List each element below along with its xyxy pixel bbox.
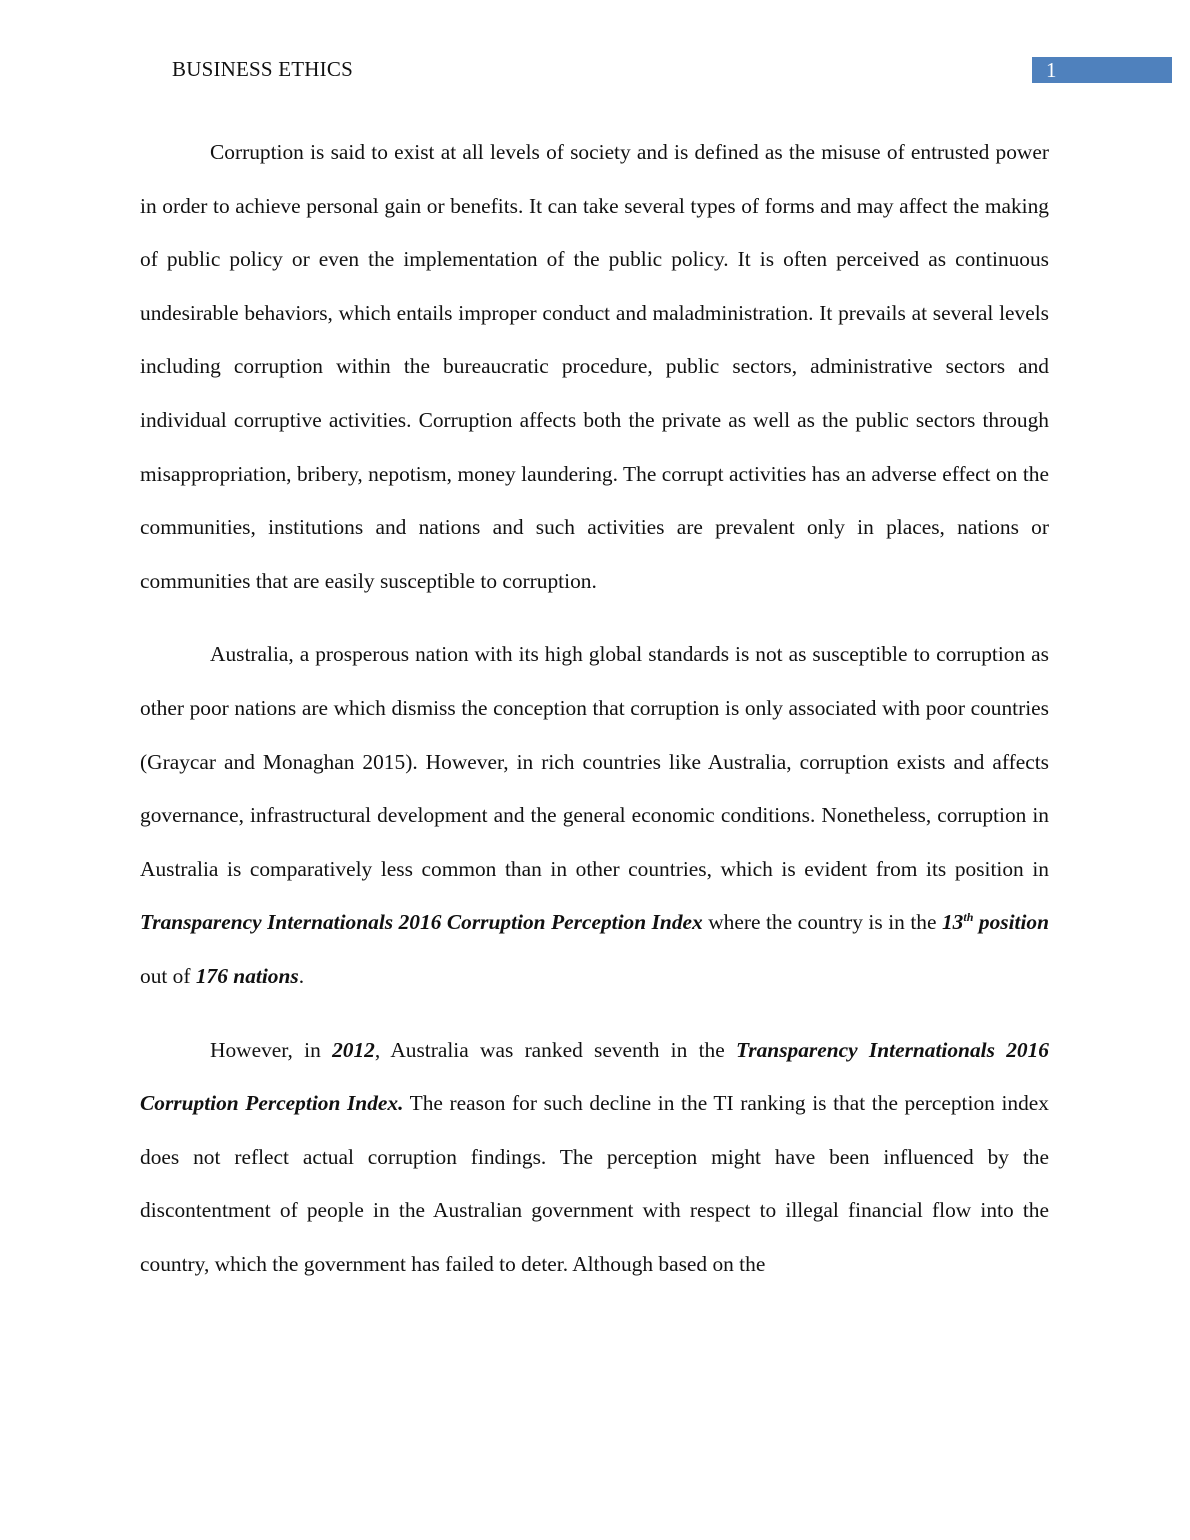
paragraph-2-text: out of <box>140 963 196 988</box>
index-title-emphasis: Transparency Internationals 2016 Corruption Perception Index. <box>140 1037 1049 1116</box>
rank-number-emphasis: 13 <box>941 910 964 935</box>
document-body <box>140 126 1049 1311</box>
paragraph-3-text: However, in <box>210 1037 333 1062</box>
paragraph-1: Corruption is said to exist at all levels of society and is defined as the misuse of entrusted power in order to achieve personal gain or benefits. It can take several types of forms and may affect the making of public policy or even the implementation of the public policy. It is often perceived as continuous undesirable behaviors, which entails improper conduct and maladministration. It prevails at several levels including corruption within the bureaucratic procedure, public sectors, administrative sectors and individual corruptive activities. Corruption affects both the private as well as the public sectors through misappropriation, bribery, nepotism, money laundering. The corrupt activities has an adverse effect on the communities, institutions and nations and such activities are prevalent only in places, nations or communities that are easily susceptible to corruption. <box>140 140 1049 593</box>
page-number-badge: 1 <box>1032 57 1172 83</box>
paragraph-2 <box>140 628 1049 1003</box>
paragraph-2-text: where the country is in the <box>702 910 942 935</box>
paragraph-2-text: . <box>298 963 305 988</box>
rank-position-emphasis: position <box>973 910 1050 935</box>
index-title-emphasis: Transparency Internationals 2016 Corruption Perception Index <box>140 910 703 935</box>
paragraph-3-text: The reason for such decline in the TI ranking is that the perception index does not reflect actual corruption findings. The perception might have been influenced by the discontentment of people in the Australian government with respect to illegal financial flow into the country, which the government has failed to deter. Although based on the <box>140 1091 1049 1276</box>
paragraph-3-text: , Australia was ranked seventh in the <box>374 1037 737 1062</box>
rank-ordinal-suffix: th <box>963 910 974 925</box>
running-header-title: BUSINESS ETHICS <box>172 57 353 81</box>
paragraph-3 <box>140 1024 1049 1292</box>
paragraph-2-text: Australia, a prosperous nation with its high global standards is not as susceptible to corruption as other poor nations are which dismiss the conception that corruption is only associated with poor countries (Graycar and Monaghan 2015). However, in rich countries like Australia, corruption exists and affects governance, infrastructural development and the general economic conditions. Nonetheless, corruption in Australia is comparatively less common than in other countries, which is evident from its position in <box>140 642 1049 881</box>
nations-count-emphasis: 176 nations <box>195 963 299 988</box>
year-emphasis: 2012 <box>332 1037 375 1062</box>
